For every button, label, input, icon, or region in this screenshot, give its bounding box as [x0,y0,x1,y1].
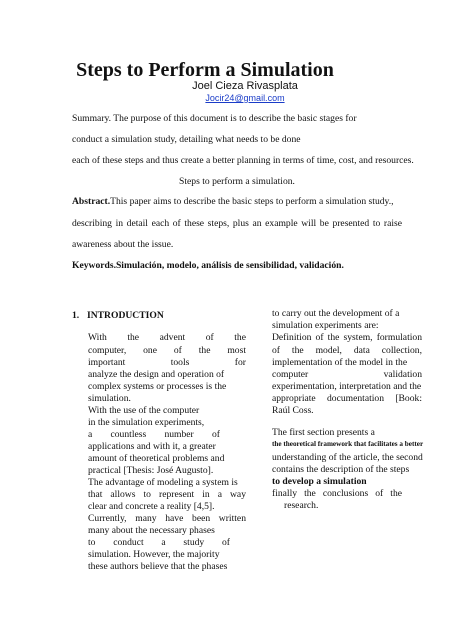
summary-centered-line: Steps to perform a simulation. [179,176,295,187]
abstract-label: Abstract. [72,196,111,207]
intro-left-line: With the use of the computer [88,405,200,416]
intro-left-line: simulation. However, the majority [88,549,220,560]
summary-line-1: Summary. The purpose of this document is to describe the basic stages for [72,113,357,124]
intro-right-para2-line: contains the description of the steps [272,464,410,475]
intro-left-line: in the simulation experiments, [88,417,205,428]
intro-left-line: computer, one of the most [88,345,246,356]
intro-left-line: many about the necessary phases [88,525,215,536]
author-email-link[interactable]: Jocir24@gmail.com [205,93,285,103]
intro-left-line: The advantage of modeling a system is [88,477,238,488]
intro-right-para2-line-small: the theoretical framework that facilitates a better [272,440,424,448]
intro-left-line: Currently, many have been written [88,513,246,524]
abstract-line-1-text: This paper aims to describe the basic steps to perform a simulation study., [110,196,394,207]
intro-left-line: With the advent of the [88,332,246,343]
document-title: Steps to Perform a Simulation [76,59,334,81]
intro-left-line: analyze the design and operation of [88,369,225,380]
intro-right-para2-line: understanding of the article, the second [272,452,423,463]
intro-right-line: Definition of the system, formulation [272,332,422,343]
intro-left-line: important tools for [88,357,246,368]
intro-right-line: to carry out the development of a [272,308,400,319]
section-heading: INTRODUCTION [87,310,164,321]
intro-right-line: computer validation [272,369,422,380]
abstract-line-1 [72,196,394,207]
intro-right-line: of the model, data collection, [272,345,422,356]
keywords-line: Keywords.Simulación, modelo, análisis de sensibilidad, validación. [72,260,344,271]
abstract-line-2: describing in detail each of these steps, plus an example will be presented to raise [72,218,402,229]
intro-right-line: experimentation, interpretation and the [272,381,422,392]
intro-right-line: Raúl Coss. [272,405,314,416]
summary-line-2: conduct a simulation study, detailing what needs to be done [72,134,301,145]
intro-left-line: that allows to represent in a way [88,489,246,500]
intro-left-line: a countless number of [88,429,220,440]
intro-left-line: clear and concrete a reality [4,5]. [88,501,215,512]
summary-line-3: each of these steps and thus create a better planning in terms of time, cost, and resources. [72,155,414,166]
intro-left-line: to conduct a study of [88,537,230,548]
section-number: 1. [72,310,80,321]
intro-left-line: complex systems or processes is the [88,381,227,392]
author-name: Joel Cieza Rivasplata [192,80,298,92]
intro-right-line: implementation of the model in the [272,357,408,368]
intro-left-line: these authors believe that the phases [88,561,228,572]
intro-right-para2-line: research. [284,500,319,511]
intro-right-para2-line: The first section presents a [272,427,375,438]
intro-right-line: appropriate documentation [Book: [272,393,422,404]
intro-left-line: practical [Thesis: José Augusto]. [88,465,214,476]
intro-right-line: simulation experiments are: [272,320,379,331]
abstract-line-3: awareness about the issue. [72,239,174,250]
intro-left-line: amount of theoretical problems and [88,453,225,464]
intro-left-line: simulation. [88,393,131,404]
intro-left-line: applications and with it, a greater [88,441,216,452]
intro-right-para2-line: finally the conclusions of the [272,488,402,499]
intro-right-para2-bold-line: to develop a simulation [272,476,367,487]
